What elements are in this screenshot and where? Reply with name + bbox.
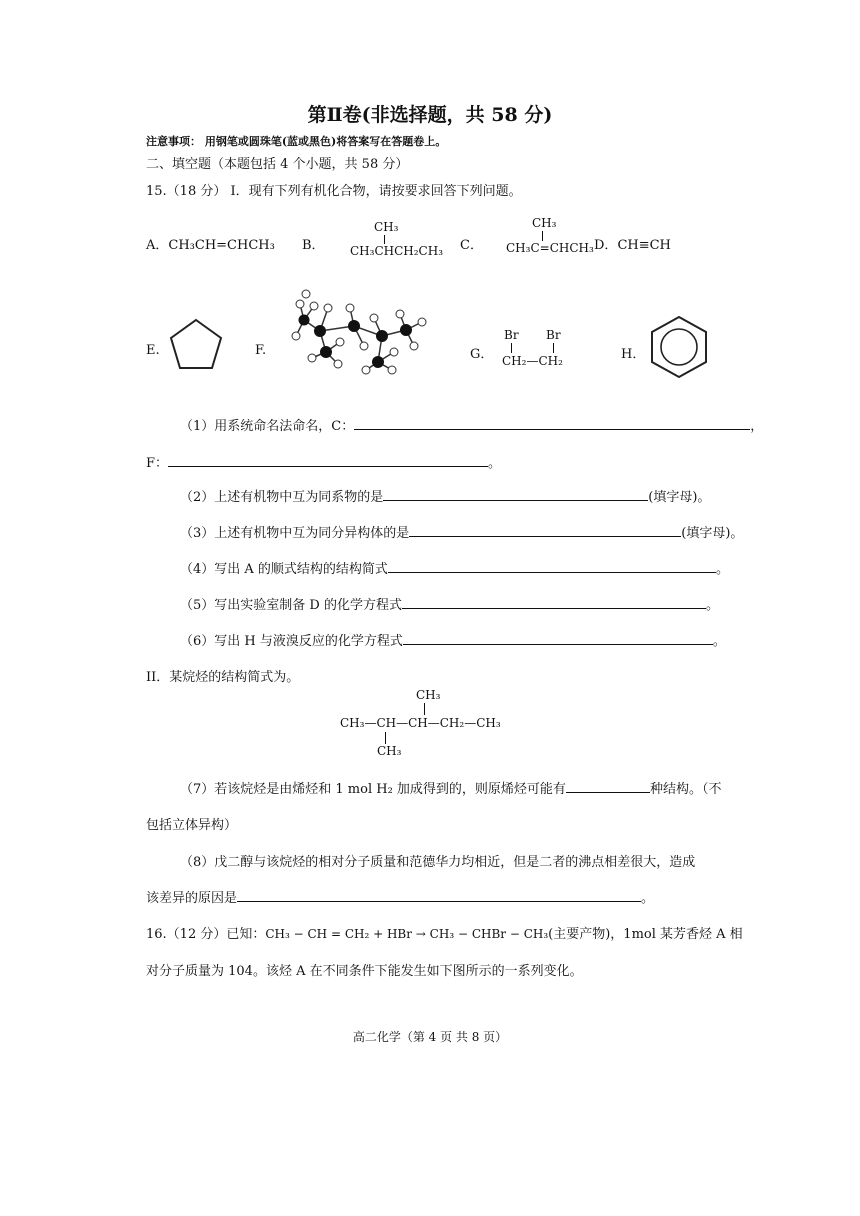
q1b-text: F： xyxy=(146,456,169,471)
q3-text: （3）上述有机物中互为同分异构体的是 xyxy=(180,526,410,541)
bond-line xyxy=(542,231,543,241)
ball-and-stick-model xyxy=(274,286,434,376)
option-d xyxy=(594,234,671,253)
q6-end: 。 xyxy=(712,634,726,649)
question-16b: 对分子质量为 104。该烃 A 在不同条件下能发生如下图所示的一系列变化。 xyxy=(146,964,583,979)
question-1 xyxy=(180,415,763,434)
option-a-label: A． xyxy=(146,238,169,253)
question-3 xyxy=(180,522,743,541)
option-e-label: E. xyxy=(146,343,160,358)
option-b-methyl: CH₃ xyxy=(374,220,399,234)
q1-end: ， xyxy=(750,419,764,434)
q2-text: （2）上述有机物中互为同系物的是 xyxy=(180,490,384,505)
question-5 xyxy=(180,594,719,613)
q3-end: (填字母)。 xyxy=(681,526,744,541)
q16-note: (主要产物)，1mol 某芳香烃 A 相 xyxy=(548,927,743,942)
q1-text: （1）用系统命名法命名，C： xyxy=(180,419,355,434)
bond-line xyxy=(511,343,512,353)
alkane-structure xyxy=(340,688,540,760)
option-g-br1: Br xyxy=(504,328,519,342)
option-g-br2: Br xyxy=(546,328,561,342)
benzene-structure xyxy=(646,314,712,380)
option-d-label: D． xyxy=(594,238,618,253)
option-b-chain: CH₃CHCH₂CH₃ xyxy=(350,244,444,258)
option-a-formula: CH₃CH=CHCH₃ xyxy=(168,238,275,253)
option-c-structure xyxy=(506,216,606,258)
q7-text: （7）若该烷烃是由烯烃和 1 mol H₂ 加成得到的，则原烯烃可能有 xyxy=(180,782,566,797)
page-footer: 高二化学（第 4 页 共 8 页） xyxy=(352,1030,508,1044)
answer-blank xyxy=(383,488,648,501)
bond-line xyxy=(424,703,425,715)
option-d-formula: CH≡CH xyxy=(617,238,671,253)
option-b-label: B． xyxy=(302,238,325,253)
q5-end: 。 xyxy=(705,598,719,613)
option-b-structure xyxy=(350,220,450,262)
answer-blank xyxy=(388,560,716,573)
option-g-chain: CH₂—CH₂ xyxy=(502,354,563,368)
q1b-end: 。 xyxy=(488,456,502,471)
question-4 xyxy=(180,558,729,577)
notice: 注意事项： 用钢笔或圆珠笔(蓝或黑色)将答案写在答题卷上。 xyxy=(146,135,447,148)
q5-text: （5）写出实验室制备 D 的化学方程式 xyxy=(180,598,402,613)
cyclopentane-structure xyxy=(166,316,226,374)
bond-line xyxy=(553,343,554,353)
question-1b xyxy=(146,452,501,471)
question-16 xyxy=(146,923,743,942)
question-7 xyxy=(180,778,721,797)
option-g-label: G． xyxy=(470,347,494,362)
q15-intro: 15.（18 分） I．现有下列有机化合物，请按要求回答下列问题。 xyxy=(146,184,522,199)
q6-text: （6）写出 H 与液溴反应的化学方程式 xyxy=(180,634,403,649)
q8b-end: 。 xyxy=(641,891,655,906)
answer-blank xyxy=(409,524,681,537)
q16-label: 16.（12 分）已知： xyxy=(146,927,266,942)
question-2 xyxy=(180,486,710,505)
part-ii-heading: II．某烷烃的结构简式为。 xyxy=(146,670,300,685)
answer-blank xyxy=(403,632,713,645)
question-6 xyxy=(180,630,726,649)
option-a xyxy=(146,234,275,253)
alkane-bottom-methyl: CH₃ xyxy=(377,744,402,758)
question-8b xyxy=(146,887,654,906)
q8b-text: 该差异的原因是 xyxy=(146,891,238,906)
question-8: （8）戊二醇与该烷烃的相对分子质量和范德华力均相近，但是二者的沸点相差很大，造成 xyxy=(180,855,696,870)
option-c-label: C． xyxy=(460,238,483,253)
q2-end: (填字母)。 xyxy=(648,490,711,505)
bond-line xyxy=(384,235,385,244)
option-c-methyl: CH₃ xyxy=(532,216,557,230)
answer-blank xyxy=(402,596,706,609)
q7-end: 种结构。（不 xyxy=(649,782,722,797)
option-h-label: H． xyxy=(621,347,646,362)
answer-blank xyxy=(566,780,650,793)
option-g-structure xyxy=(502,328,582,372)
answer-blank xyxy=(237,889,641,902)
answer-blank xyxy=(168,454,488,467)
bond-line xyxy=(385,732,386,744)
q4-text: （4）写出 A 的顺式结构的结构简式 xyxy=(180,562,388,577)
option-c-chain: CH₃C=CHCH₃ xyxy=(506,241,594,255)
q16-equation: CH₃ − CH = CH₂ + HBr → CH₃ − CHBr − CH₃ xyxy=(265,927,549,941)
q4-end: 。 xyxy=(715,562,729,577)
question-7b: 包括立体异构） xyxy=(146,818,238,833)
alkane-main-chain: CH₃—CH—CH—CH₂—CH₃ xyxy=(340,716,501,730)
section-heading: 二、填空题（本题包括 4 个小题，共 58 分） xyxy=(146,157,409,172)
option-f-label: F. xyxy=(255,343,267,358)
alkane-top-methyl: CH₃ xyxy=(416,688,441,702)
answer-blank xyxy=(354,417,750,430)
page-title: 第Ⅱ卷(非选择题，共 58 分) xyxy=(307,104,553,126)
